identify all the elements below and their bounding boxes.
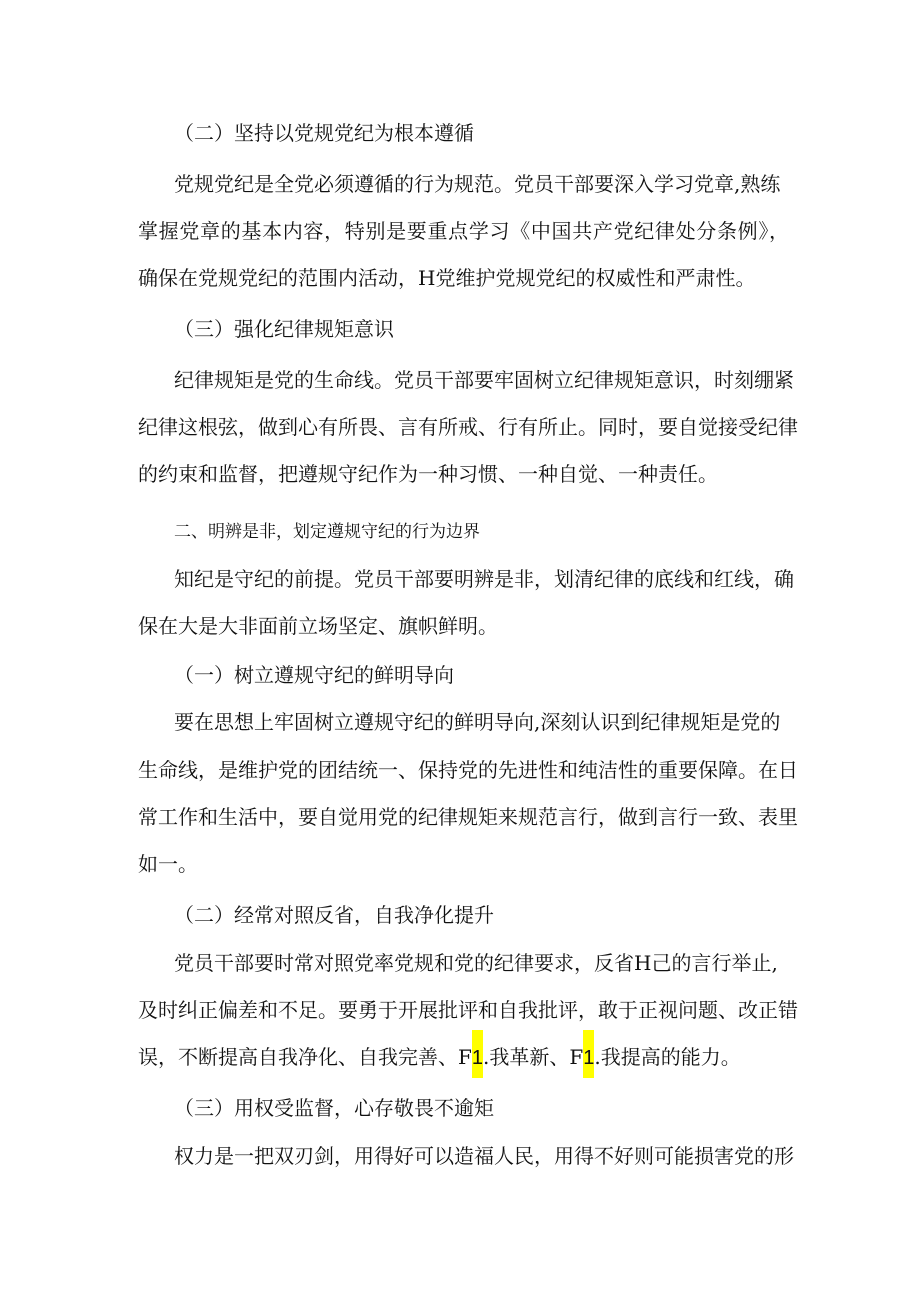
paragraph-line: 保在大是大非面前立场坚定、旗帜鲜明。 xyxy=(138,614,498,638)
highlight-mark: 1 xyxy=(583,1030,594,1078)
paragraph-line: 纪律这根弦，做到心有所畏、言有所戒、行有所止。同时，要自觉接受纪律 xyxy=(138,415,798,439)
section-title: （三）用权受监督，心存敬畏不逾矩 xyxy=(174,1096,494,1120)
paragraph-line-with-highlights xyxy=(138,1043,789,1078)
text-run: 误，不断提高自我净化、自我完善、F xyxy=(138,1045,472,1069)
chapter-heading: 二、明辨是非，划定遵规守纪的行为边界 xyxy=(174,522,480,542)
text-run: .我提高的能力。 xyxy=(594,1045,741,1069)
paragraph-line: 要在思想上牢固树立遵规守纪的鲜明导向,深刻认识到纪律规矩是党的 xyxy=(174,710,781,734)
section-title: （二）坚持以党规党纪为根本遵循 xyxy=(174,121,474,145)
section-title: （一）树立遵规守纪的鲜明导向 xyxy=(174,663,454,687)
section-title: （三）强化纪律规矩意识 xyxy=(174,317,394,341)
paragraph-line: 的约束和监督，把遵规守纪作为一种习惯、一种自觉、一种责任。 xyxy=(138,462,718,486)
paragraph-line: 纪律规矩是党的生命线。党员干部要牢固树立纪律规矩意识，时刻绷紧 xyxy=(174,368,794,392)
paragraph-line: 如一。 xyxy=(138,852,198,876)
paragraph-line: 党规党纪是全党必须遵循的行为规范。党员干部要深入学习党章,熟练 xyxy=(174,172,781,196)
paragraph-line: 常工作和生活中，要自觉用党的纪律规矩来规范言行，做到言行一致、表里 xyxy=(138,805,798,829)
paragraph-line: 及时纠正偏差和不足。要勇于开展批评和自我批评，敢于正视问题、改正错 xyxy=(138,998,798,1022)
paragraph-line: 权力是一把双刃剑，用得好可以造福人民，用得不好则可能损害党的形 xyxy=(174,1144,794,1168)
highlight-mark: 1 xyxy=(472,1030,483,1078)
paragraph-line: 党员干部要时常对照党率党规和党的纪律要求，反省H己的言行举止, xyxy=(174,951,778,975)
section-title: （二）经常对照反省，自我净化提升 xyxy=(174,903,494,927)
text-run: .我革新、F xyxy=(483,1045,584,1069)
paragraph-line: 掌握党章的基本内容，特别是要重点学习《中国共产党纪律处分条例》， xyxy=(138,219,789,243)
paragraph-line: 生命线，是维护党的团结统一、保持党的先进性和纯洁性的重要保障。在日 xyxy=(138,758,798,782)
paragraph-line: 知纪是守纪的前提。党员干部要明辨是非，划清纪律的底线和红线，确 xyxy=(174,567,794,591)
paragraph-line: 确保在党规党纪的范围内活动，H党维护党规党纪的权威性和严肃性。 xyxy=(138,266,756,290)
